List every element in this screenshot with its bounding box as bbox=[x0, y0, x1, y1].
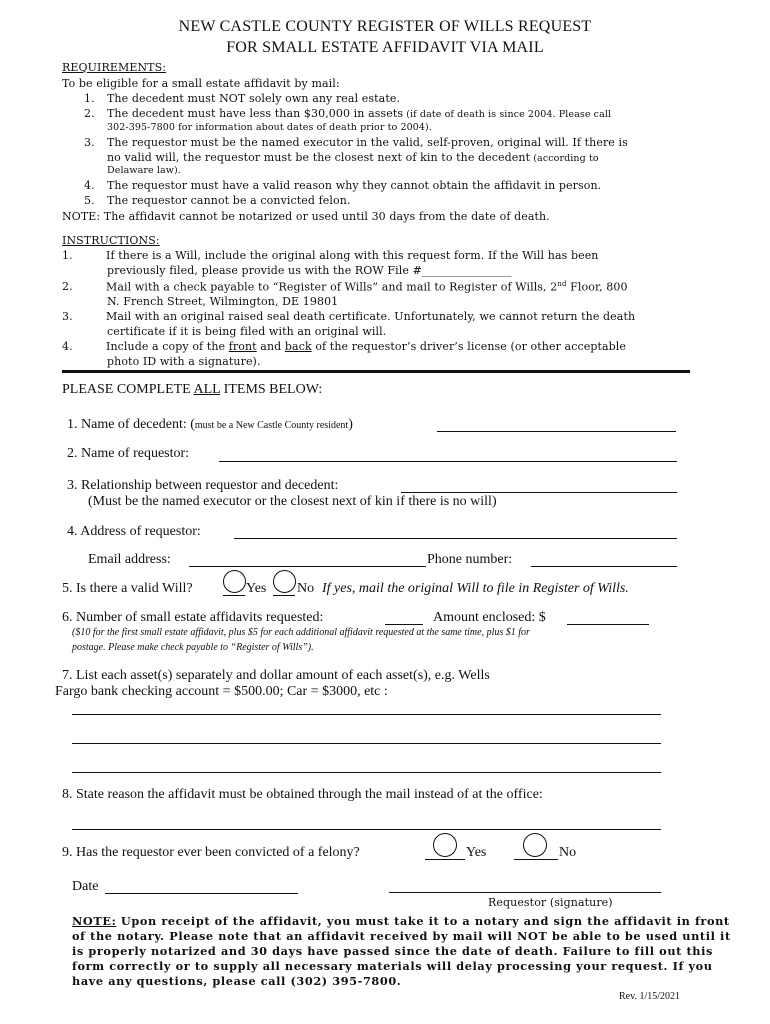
q8-label: 8. State reason the affidavit must be obtained through the mail instead of at the office: bbox=[62, 787, 543, 802]
inst-1-text-cont: previously filed, please provide us with the ROW File #________________ bbox=[107, 264, 512, 277]
felony-no-label: No bbox=[559, 845, 577, 860]
phone-field[interactable] bbox=[531, 566, 677, 567]
phone-label: Phone number: bbox=[427, 552, 513, 567]
inst-2-text: Mail with a check payable to “Register of Wills” and mail to Register of Wills, 2nd Floor, 800 bbox=[106, 280, 628, 294]
valid-will-no-blank bbox=[273, 595, 295, 596]
affidavit-count-field[interactable] bbox=[385, 624, 423, 625]
felony-yes-label: Yes bbox=[466, 845, 487, 860]
req-4-text: The requestor must have a valid reason why they cannot obtain the affidavit in person. bbox=[107, 179, 602, 192]
footer-note-line1: NOTE: Upon receipt of the affidavit, you must take it to a notary and sign the affidavit in front bbox=[72, 914, 730, 928]
asset-line-2[interactable] bbox=[72, 743, 661, 744]
revision-date: Rev. 1/15/2021 bbox=[619, 991, 681, 1002]
felony-yes-radio[interactable] bbox=[433, 833, 457, 857]
q6-label: 6. Number of small estate affidavits requested: bbox=[62, 610, 324, 625]
req-3-text-cont2: Delaware law). bbox=[107, 165, 181, 176]
footer-note-line5: have any questions, please call (302) 395-7800. bbox=[72, 974, 402, 988]
complete-all-heading: PLEASE COMPLETE ALL ITEMS BELOW: bbox=[62, 382, 323, 397]
date-field[interactable] bbox=[105, 893, 298, 894]
inst-4-num: 4. bbox=[62, 340, 73, 353]
requestor-name-field[interactable] bbox=[219, 461, 677, 462]
req-2-text: The decedent must have less than $30,000 in assets (if date of death is since 2004. Please call bbox=[107, 107, 612, 120]
signature-field[interactable] bbox=[389, 892, 661, 893]
valid-will-yes-blank bbox=[223, 595, 245, 596]
inst-3-text: Mail with an original raised seal death certificate. Unfortunately, we cannot return the death bbox=[106, 310, 636, 323]
q9-label: 9. Has the requestor ever been convicted of a felony? bbox=[62, 845, 360, 860]
requirements-intro: To be eligible for a small estate affidavit by mail: bbox=[62, 77, 340, 90]
valid-will-no-radio[interactable] bbox=[273, 570, 296, 593]
req-3-num: 3. bbox=[84, 136, 95, 149]
email-label: Email address: bbox=[88, 552, 171, 567]
footer-note-line3: is properly notarized and 30 days have passed since the date of death. Failure to fill out this bbox=[72, 944, 713, 958]
inst-2-text-cont: N. French Street, Wilmington, DE 19801 bbox=[107, 295, 339, 308]
amount-enclosed-field[interactable] bbox=[567, 624, 649, 625]
inst-1-num: 1. bbox=[62, 249, 73, 262]
q6-note-line2: postage. Please make check payable to “Register of Wills”). bbox=[72, 642, 314, 653]
q3-sub: (Must be the named executor or the closest next of kin if there is no will) bbox=[88, 494, 497, 509]
req-2-num: 2. bbox=[84, 107, 95, 120]
email-field[interactable] bbox=[189, 566, 426, 567]
inst-3-num: 3. bbox=[62, 310, 73, 323]
asset-line-1[interactable] bbox=[72, 714, 661, 715]
decedent-name-field[interactable] bbox=[437, 431, 676, 432]
form-title-line1: NEW CASTLE COUNTY REGISTER OF WILLS REQUEST bbox=[178, 18, 592, 35]
req-2-text-cont: 302-395-7800 for information about dates of death prior to 2004). bbox=[107, 122, 432, 133]
q2-label: 2. Name of requestor: bbox=[67, 446, 190, 461]
section-divider bbox=[62, 370, 690, 373]
valid-will-no-label: No bbox=[297, 581, 315, 596]
form-title-line2: FOR SMALL ESTATE AFFIDAVIT VIA MAIL bbox=[226, 39, 544, 56]
signature-label: Requestor (signature) bbox=[488, 896, 613, 909]
req-5-text: The requestor cannot be a convicted felon. bbox=[107, 194, 351, 207]
instructions-heading: INSTRUCTIONS: bbox=[62, 234, 160, 247]
requirements-heading: REQUIREMENTS: bbox=[62, 61, 167, 74]
req-1-text: The decedent must NOT solely own any real estate. bbox=[107, 92, 401, 105]
inst-2-num: 2. bbox=[62, 280, 73, 293]
footer-note-line2: of the notary. Please note that an affidavit received by mail will NOT be able to be used until it bbox=[72, 929, 731, 943]
valid-will-yes-label: Yes bbox=[246, 581, 267, 596]
req-3-text: The requestor must be the named executor in the valid, self-proven, original will. If there is bbox=[107, 136, 628, 149]
inst-4-text: Include a copy of the front and back of the requestor’s driver’s license (or other acceptable bbox=[106, 340, 627, 353]
asset-line-3[interactable] bbox=[72, 772, 661, 773]
req-1-num: 1. bbox=[84, 92, 95, 105]
requirements-note: NOTE: The affidavit cannot be notarized or used until 30 days from the date of death. bbox=[62, 210, 550, 223]
inst-1-text: If there is a Will, include the original along with this request form. If the Will has been bbox=[106, 249, 599, 262]
q1-label: 1. Name of decedent: (must be a New Castle County resident) bbox=[67, 417, 353, 432]
felony-yes-blank bbox=[425, 859, 465, 860]
q3-label: 3. Relationship between requestor and decedent: bbox=[67, 478, 339, 493]
inst-4-text-cont: photo ID with a signature). bbox=[107, 355, 261, 368]
felony-no-blank bbox=[514, 859, 558, 860]
q6-note-line1: ($10 for the first small estate affidavit, plus $5 for each additional affidavit requested at the same time, plus $1 for bbox=[72, 627, 530, 638]
date-label: Date bbox=[72, 879, 99, 894]
footer-note-line4: form correctly or to supply all necessary materials will delay processing your request. If you bbox=[72, 959, 713, 973]
req-5-num: 5. bbox=[84, 194, 95, 207]
q4-label: 4. Address of requestor: bbox=[67, 524, 201, 539]
req-4-num: 4. bbox=[84, 179, 95, 192]
valid-will-yes-radio[interactable] bbox=[223, 570, 246, 593]
valid-will-hint: If yes, mail the original Will to file in Register of Wills. bbox=[322, 581, 629, 596]
reason-field[interactable] bbox=[72, 829, 661, 830]
inst-3-text-cont: certificate if it is being filed with an original will. bbox=[107, 325, 387, 338]
felony-no-radio[interactable] bbox=[523, 833, 547, 857]
amount-enclosed-label: Amount enclosed: $ bbox=[433, 610, 546, 625]
relationship-field[interactable] bbox=[401, 492, 677, 493]
req-3-text-cont: no valid will, the requestor must be the closest next of kin to the decedent (according to bbox=[107, 151, 599, 164]
q7-line2: Fargo bank checking account = $500.00; Car = $3000, etc : bbox=[55, 684, 388, 699]
address-field[interactable] bbox=[234, 538, 677, 539]
q7-line1: 7. List each asset(s) separately and dollar amount of each asset(s), e.g. Wells bbox=[62, 668, 490, 683]
q5-label: 5. Is there a valid Will? bbox=[62, 581, 193, 596]
